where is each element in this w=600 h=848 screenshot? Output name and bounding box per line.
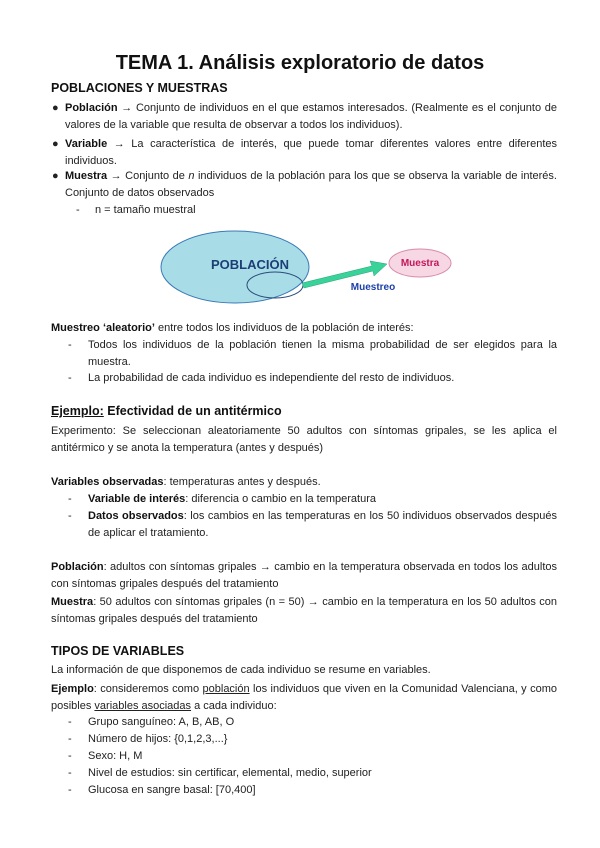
item-term: Datos observados — [88, 510, 184, 522]
example-heading — [51, 404, 282, 418]
example-text: Experimento: Se seleccionan aleatoriamente 50 adultos con síntomas gripales, se les aplica el antitérmico y se anota la temperatura (antes y después) — [51, 425, 557, 454]
muestreo-item-text: La probabilidad de cada individuo es independiente del resto de individuos. — [88, 372, 455, 384]
vars-term: Variables observadas — [51, 476, 164, 488]
item-text: : diferencia o cambio en la temperatura — [185, 493, 376, 505]
ej-u1: población — [202, 683, 250, 695]
tipos-item-text: Grupo sanguíneo: A, B, AB, O — [88, 716, 235, 728]
tipos-item-1 — [68, 714, 557, 731]
sub-item-tamano — [76, 202, 196, 219]
ej-term: Ejemplo — [51, 683, 94, 695]
bullet-dot: ● — [52, 102, 59, 114]
example-muestra — [51, 594, 557, 627]
mue-text: : 50 adultos con síntomas gripales (n = 50) → cambio en la temperatura en los 50 adultos con síntomas gripales después del tratamiento — [51, 596, 557, 625]
example-label: Ejemplo: — [51, 404, 104, 418]
dash-marker: - — [68, 493, 72, 505]
bullet-variable — [51, 136, 557, 169]
tipos-item-text: Número de hijos: {0,1,2,3,...} — [88, 733, 228, 745]
ej-c: a cada individuo: — [191, 699, 277, 712]
bullet-muestra — [51, 168, 557, 201]
pob-text: : adultos con síntomas gripales → cambio en la temperatura observada en todos los adultos con síntomas gripales después del tratamiento — [51, 561, 557, 590]
dash-marker: - — [68, 372, 72, 384]
muestreo-item-2 — [68, 370, 557, 387]
dash-marker: - — [68, 339, 72, 351]
def-muestra-a: → Conjunto de — [107, 170, 189, 182]
page-title: TEMA 1. Análisis exploratorio de datos — [115, 52, 485, 74]
term-variable: Variable — [65, 138, 108, 150]
tipos-item-2 — [68, 731, 557, 748]
ej-b: los individuos que viven en la Comunidad Valenciana, y como posibles — [51, 683, 557, 712]
poblacion-label: POBLACIÓN — [211, 257, 289, 272]
dash-marker: - — [68, 750, 72, 762]
term-poblacion: Población — [65, 102, 118, 114]
term-muestra: Muestra — [65, 170, 108, 182]
pob-term: Población — [51, 561, 104, 573]
def-poblacion: → Conjunto de individuos en el que estamos interesados. (Realmente es el conjunto de valores de la variable que resulta de observar a todos los individuos). — [65, 102, 557, 131]
muestreo-text: entre todos los individuos de la población de interés: — [154, 322, 414, 334]
example-title: Efectividad de un antitérmico — [103, 404, 282, 418]
dash-marker: - — [68, 716, 72, 728]
bullet-dot: ● — [52, 138, 59, 150]
sub-item-text: n = tamaño muestral — [95, 204, 196, 216]
muestreo-paragraph — [51, 320, 557, 337]
dash-marker: - — [68, 733, 72, 745]
muestreo-item-text: Todos los individuos de la población tienen la misma probabilidad de ser elegidos para la muestra. — [88, 339, 557, 368]
ej-u2: variables asociadas — [94, 699, 192, 712]
item-term: Variable de interés — [88, 493, 186, 505]
dash-marker: - — [76, 204, 80, 216]
bullet-dot: ● — [52, 170, 59, 182]
example-item-1 — [68, 491, 557, 508]
tipos-intro: La información de que disponemos de cada individuo se resume en variables. — [51, 664, 431, 676]
dash-marker: - — [68, 510, 72, 522]
tipos-item-4 — [68, 765, 557, 782]
mue-term: Muestra — [51, 596, 94, 608]
muestreo-term: Muestreo ‘aleatorio’ — [51, 322, 155, 334]
def-muestra-b: individuos de la población para los que se observa la variable de interés. Conjunto de datos observados — [65, 170, 557, 199]
tipos-item-text: Nivel de estudios: sin certificar, elemental, medio, superior — [88, 767, 372, 779]
bullet-poblacion — [51, 100, 557, 133]
def-variable: → La característica de interés, que puede tomar diferentes valores entre diferentes individuos. — [65, 138, 557, 167]
section-heading-poblaciones: POBLACIONES Y MUESTRAS — [51, 81, 228, 95]
def-muestra-n: n — [188, 170, 195, 182]
tipos-item-3 — [68, 748, 557, 765]
muestreo-label: Muestreo — [350, 282, 396, 293]
example-poblacion — [51, 559, 557, 592]
dash-marker: - — [68, 767, 72, 779]
example-item-2 — [68, 508, 557, 541]
tipos-item-5 — [68, 782, 557, 799]
item-text: : los cambios en las temperaturas en los 50 individuos observados después de aplicar el tratamiento. — [88, 510, 557, 539]
tipos-item-text: Sexo: H, M — [88, 750, 143, 762]
ej-a: : consideremos como — [93, 683, 203, 695]
vars-text: : temperaturas antes y después. — [163, 476, 321, 488]
dash-marker: - — [68, 784, 72, 796]
muestra-label: Muestra — [400, 258, 440, 269]
section-heading-tipos: TIPOS DE VARIABLES — [51, 644, 185, 658]
muestreo-item-1 — [68, 337, 557, 370]
poblacion-muestra-diagram — [150, 228, 460, 310]
variables-observadas — [51, 474, 557, 491]
tipos-item-text: Glucosa en sangre basal: [70,400] — [88, 784, 256, 796]
tipos-ejemplo — [51, 681, 557, 714]
